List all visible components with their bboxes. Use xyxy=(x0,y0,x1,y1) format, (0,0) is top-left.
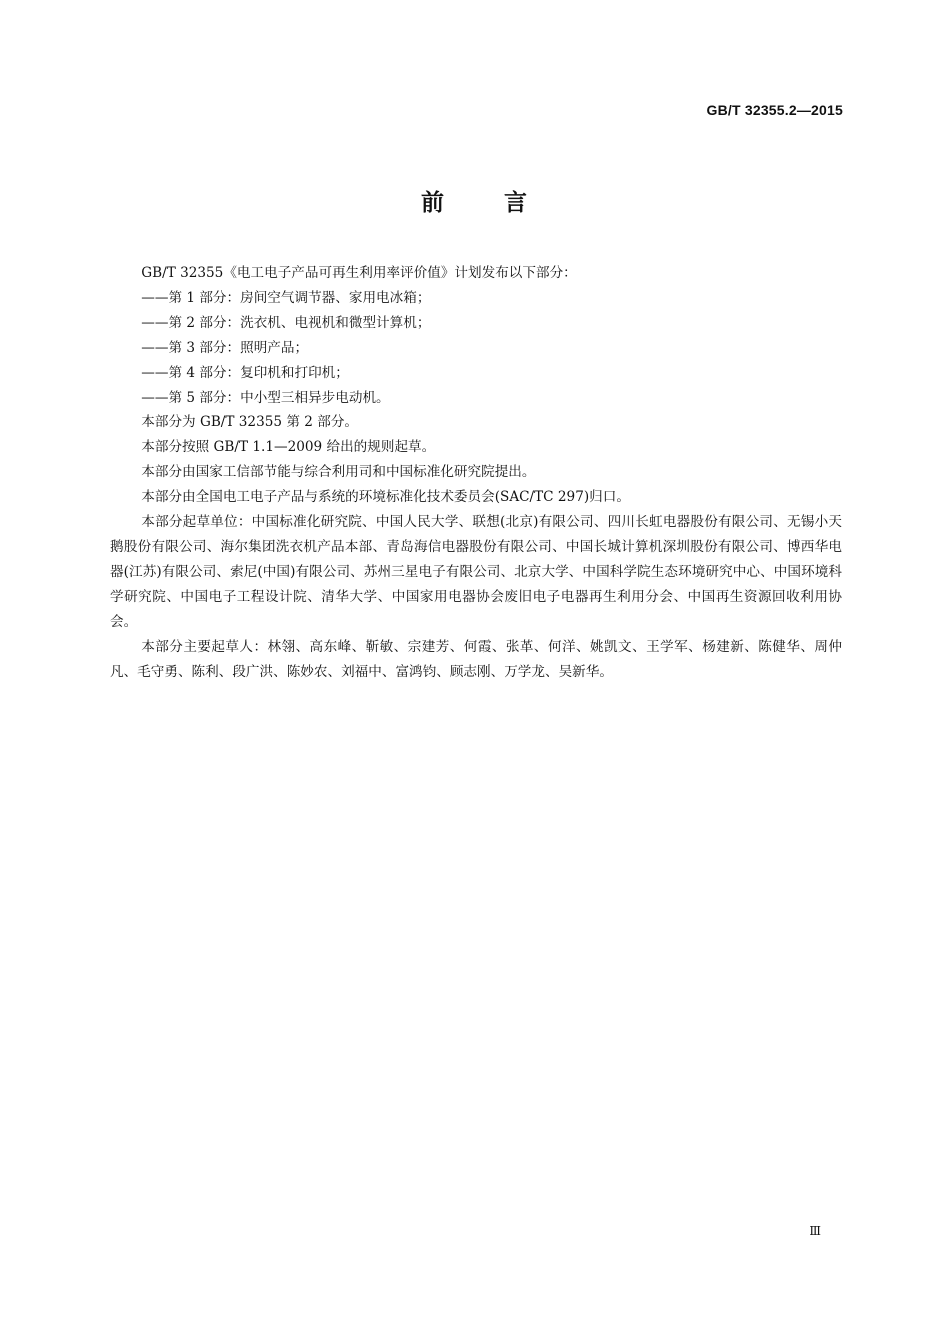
standard-code: GB/T 32355.2—2015 xyxy=(706,102,843,118)
committee-statement: 本部分由全国电工电子产品与系统的环境标准化技术委员会(SAC/TC 297)归口。 xyxy=(141,489,630,506)
list-item-part-4: ——第 4 部分：复印机和打印机； xyxy=(141,364,349,381)
page-title xyxy=(0,184,950,217)
page-number: Ⅲ xyxy=(809,1224,821,1238)
intro-paragraph: GB/T 32355《电工电子产品可再生利用率评价值》计划发布以下部分： xyxy=(141,265,577,281)
list-item-part-1: ——第 1 部分：房间空气调节器、家用电冰箱； xyxy=(141,289,431,306)
title-char-1: 前 xyxy=(421,190,446,216)
title-char-2: 言 xyxy=(504,190,529,216)
list-item-part-3: ——第 3 部分：照明产品； xyxy=(141,339,309,356)
proposer-statement: 本部分由国家工信部节能与综合利用司和中国标准化研究院提出。 xyxy=(141,464,536,481)
part-statement: 本部分为 GB/T 32355 第 2 部分。 xyxy=(141,414,359,431)
list-item-part-5: ——第 5 部分：中小型三相异步电动机。 xyxy=(141,389,390,406)
drafting-units: 本部分起草单位：中国标准化研究院、中国人民大学、联想(北京)有限公司、四川长虹电器股份有限公司、无锡小天鹅股份有限公司、海尔集团洗衣机产品本部、青岛海信电器股份有限公司、中国长城计算机深圳股份有限公司、博西华电器(江苏)有限公司、索尼(中国)有限公司、苏州三星电子有限公司、北京大学、中国科学院生态环境研究中心、中国环境科学研究院、中国电子工程设计院、清华大学、中国家用电器协会废旧电子电器再生利用分会、中国再生资源回收利用协会。 xyxy=(110,514,842,630)
list-item-part-2: ——第 2 部分：洗衣机、电视机和微型计算机； xyxy=(141,314,431,331)
main-drafters: 本部分主要起草人：林翎、高东峰、靳敏、宗建芳、何霞、张革、何洋、姚凯文、王学军、杨建新、陈健华、周仲凡、毛守勇、陈利、段广洪、陈妙农、刘福中、富鸿钧、顾志刚、万学龙、吴新华。 xyxy=(110,638,842,680)
drafting-rules: 本部分按照 GB/T 1.1—2009 给出的规则起草。 xyxy=(141,439,436,456)
foreword-body xyxy=(110,261,842,684)
